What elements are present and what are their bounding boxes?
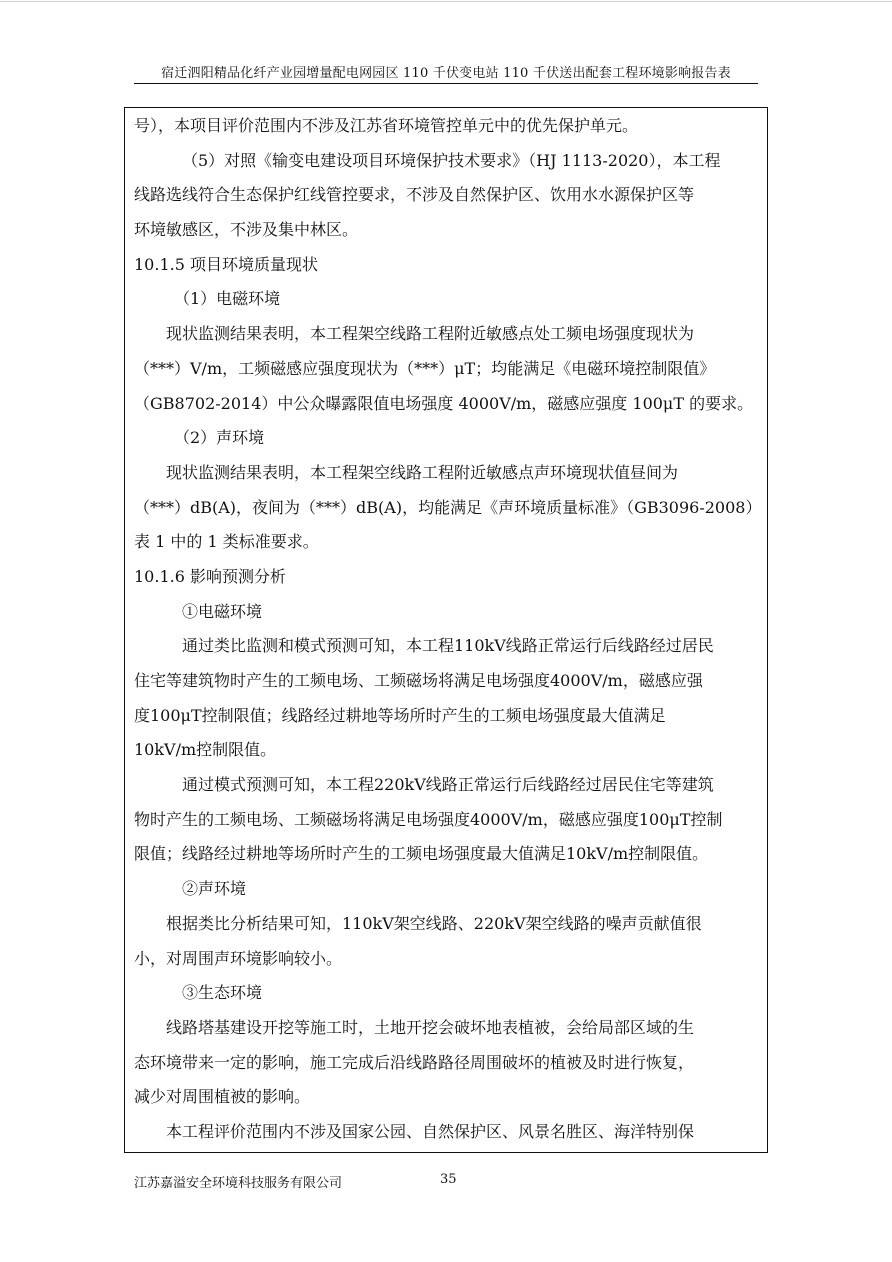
- text-line: （5）对照《输变电建设项目环境保护技术要求》（HJ 1113-2020），本工程: [182, 150, 721, 170]
- text-line: 线路塔基建设开挖等施工时，土地开挖会破坏地表植被，会给局部区域的生: [166, 1017, 695, 1037]
- text-line: 限值；线路经过耕地等场所时产生的工频电场强度最大值满足10kV/m控制限值。: [134, 844, 709, 864]
- text-line: 线路选线符合生态保护红线管控要求，不涉及自然保护区、饮用水水源保护区等: [134, 185, 695, 205]
- text-line: 通过模式预测可知，本工程220kV线路正常运行后线路经过居民住宅等建筑: [182, 775, 714, 795]
- text-line: 10.1.5 项目环境质量现状: [134, 254, 318, 274]
- text-line: ①电磁环境: [182, 601, 263, 621]
- text-line: 本工程评价范围内不涉及国家公园、自然保护区、风景名胜区、海洋特别保: [166, 1121, 695, 1141]
- text-line: （1）电磁环境: [174, 289, 281, 309]
- content-frame: [124, 107, 768, 1153]
- text-line: 通过类比监测和模式预测可知，本工程110kV线路正常运行后线路经过居民: [182, 636, 714, 656]
- text-line: 现状监测结果表明，本工程架空线路工程附近敏感点处工频电场强度现状为: [166, 324, 695, 344]
- page-header-title: 宿迁泗阳精品化纤产业园增量配电网园区 110 千伏变电站 110 千伏送出配套工程环境影响报告表: [161, 66, 731, 81]
- text-line: 减少对周围植被的影响。: [134, 1087, 311, 1107]
- text-line: 10kV/m控制限值。: [134, 740, 277, 760]
- text-line: 根据类比分析结果可知，110kV架空线路、220kV架空线路的噪声贡献值很: [166, 913, 702, 933]
- text-line: 现状监测结果表明，本工程架空线路工程附近敏感点声环境现状值昼间为: [166, 462, 679, 482]
- text-line: 小，对周围声环境影响较小。: [134, 948, 343, 968]
- footer-company: 江苏嘉溢安全环境科技服务有限公司: [134, 1176, 343, 1191]
- footer-page-number: 35: [440, 1172, 457, 1187]
- text-line: 住宅等建筑物时产生的工频电场、工频磁场将满足电场强度4000V/m，磁感应强: [134, 671, 703, 690]
- text-line: 10.1.6 影响预测分析: [134, 566, 286, 586]
- text-line: 度100μT控制限值；线路经过耕地等场所时产生的工频电场强度最大值满足: [134, 705, 666, 725]
- body-text: [134, 109, 762, 1150]
- text-line: 表 1 中的 1 类标准要求。: [134, 532, 319, 552]
- text-line: （***）dB(A)，夜间为（***）dB(A)，均能满足《声环境质量标准》（GB3096-2008）: [134, 497, 762, 517]
- top-border-line: [0, 1, 892, 2]
- text-line: 环境敏感区，不涉及集中林区。: [134, 220, 359, 240]
- text-line: （2）声环境: [174, 428, 265, 448]
- text-line: 号），本项目评价范围内不涉及江苏省环境管控单元中的优先保护单元。: [134, 116, 639, 135]
- text-line: ③生态环境: [182, 983, 263, 1003]
- text-line: （***）V/m，工频磁感应强度现状为（***）μT；均能满足《电磁环境控制限值》: [134, 358, 716, 378]
- text-line: （GB8702-2014）中公众曝露限值电场强度 4000V/m，磁感应强度 100μT 的要求。: [134, 393, 754, 413]
- text-line: 态环境带来一定的影响，施工完成后沿线路路径周围破坏的植被及时进行恢复，: [134, 1052, 695, 1072]
- text-line: ②声环境: [182, 879, 247, 899]
- text-line: 物时产生的工频电场、工频磁场将满足电场强度4000V/m，磁感应强度100μT控制: [134, 809, 723, 829]
- header-rule: [134, 83, 758, 84]
